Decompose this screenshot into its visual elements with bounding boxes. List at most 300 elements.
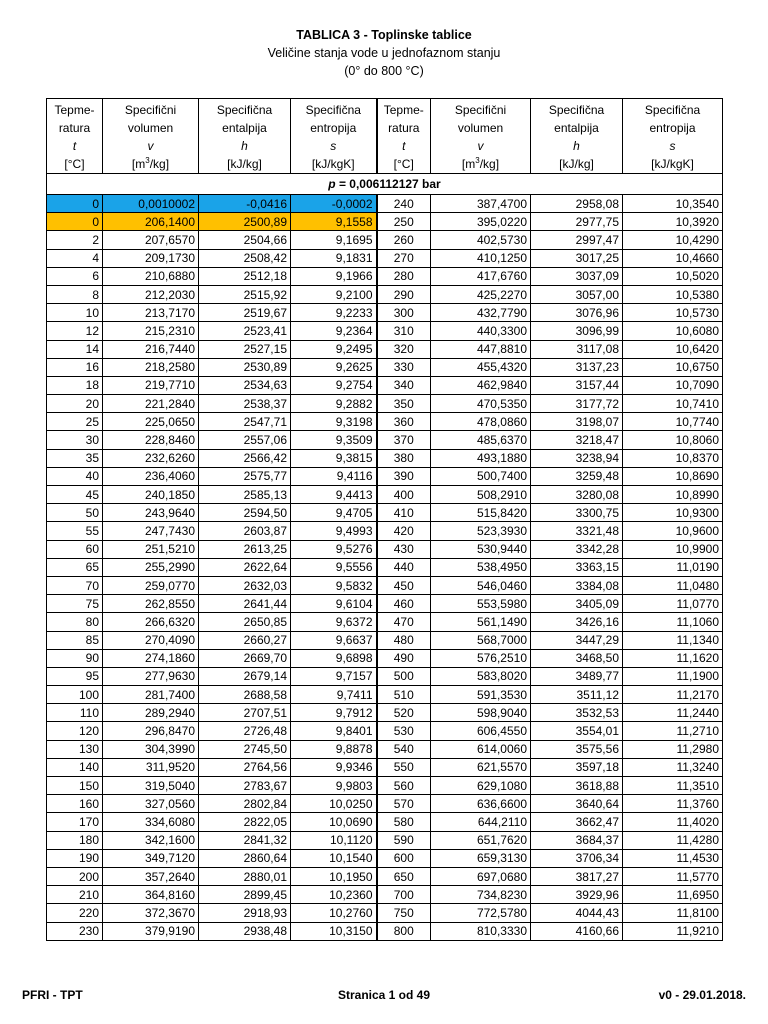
table-cell: 9,2495 xyxy=(291,340,377,358)
table-cell: 700 xyxy=(377,886,431,904)
table-cell: 9,7411 xyxy=(291,686,377,704)
table-cell: 390 xyxy=(377,467,431,485)
table-cell: 10,9300 xyxy=(623,504,723,522)
table-cell: 9,2364 xyxy=(291,322,377,340)
table-cell: 9,2233 xyxy=(291,304,377,322)
table-cell: 425,2270 xyxy=(431,285,531,303)
table-cell: 9,8878 xyxy=(291,740,377,758)
table-cell: 200 xyxy=(47,867,103,885)
table-cell: 478,0860 xyxy=(431,413,531,431)
table-cell: 9,1558 xyxy=(291,213,377,231)
table-row xyxy=(47,449,723,467)
table-cell: 10,5380 xyxy=(623,285,723,303)
table-cell: 10,8690 xyxy=(623,467,723,485)
table-cell: 334,6080 xyxy=(103,813,199,831)
table-cell: 3198,07 xyxy=(531,413,623,431)
table-cell: 11,2170 xyxy=(623,686,723,704)
header-line2: entropija xyxy=(310,121,357,135)
header-line1: Specifična xyxy=(216,103,273,117)
table-cell: 3929,96 xyxy=(531,886,623,904)
table-cell: 11,2440 xyxy=(623,704,723,722)
header-symbol: v xyxy=(147,139,154,153)
table-cell: 340 xyxy=(377,376,431,394)
table-cell: 311,9520 xyxy=(103,758,199,776)
pressure-value: = 0,006112127 bar xyxy=(335,177,441,191)
table-cell: 614,0060 xyxy=(431,740,531,758)
header-symbol: s xyxy=(669,139,676,153)
table-cell: 576,2510 xyxy=(431,649,531,667)
table-subtitle: Veličine stanja vode u jednofaznom stanju xyxy=(267,46,501,60)
table-cell: 10,8060 xyxy=(623,431,723,449)
column-header xyxy=(531,99,623,174)
table-cell: 510 xyxy=(377,686,431,704)
table-cell: 2519,67 xyxy=(199,304,291,322)
footer-left: PFRI - TPT xyxy=(22,988,83,1002)
table-cell: 300 xyxy=(377,304,431,322)
table-cell: 2527,15 xyxy=(199,340,291,358)
column-header xyxy=(199,99,291,174)
table-cell: 10,7090 xyxy=(623,376,723,394)
table-cell: 810,3330 xyxy=(431,922,531,940)
table-cell: 170 xyxy=(47,813,103,831)
header-line1: Specifična xyxy=(305,103,361,117)
table-cell: 207,6570 xyxy=(103,231,199,249)
table-cell: 6 xyxy=(47,267,103,285)
table-cell: 387,4700 xyxy=(431,195,531,213)
pressure-symbol: p xyxy=(328,177,336,191)
table-cell: 2603,87 xyxy=(199,522,291,540)
table-cell: 3597,18 xyxy=(531,758,623,776)
header-line2: entalpija xyxy=(554,121,599,135)
table-cell: 2508,42 xyxy=(199,249,291,267)
table-cell: 11,2710 xyxy=(623,722,723,740)
table-cell: 485,6370 xyxy=(431,431,531,449)
table-cell: 370 xyxy=(377,431,431,449)
header-symbol: t xyxy=(402,139,406,153)
table-cell: 2622,64 xyxy=(199,558,291,576)
table-row xyxy=(47,649,723,667)
table-cell: 410,1250 xyxy=(431,249,531,267)
table-cell: 470 xyxy=(377,613,431,631)
table-cell: 598,9040 xyxy=(431,704,531,722)
table-cell: 651,7620 xyxy=(431,831,531,849)
table-row xyxy=(47,231,723,249)
table-cell: 120 xyxy=(47,722,103,740)
table-cell: 11,4020 xyxy=(623,813,723,831)
table-row xyxy=(47,376,723,394)
table-row xyxy=(47,886,723,904)
table-cell: 3321,48 xyxy=(531,522,623,540)
table-cell: 9,3198 xyxy=(291,413,377,431)
table-cell: 10,4660 xyxy=(623,249,723,267)
table-cell: 3662,47 xyxy=(531,813,623,831)
table-cell: 2566,42 xyxy=(199,449,291,467)
table-cell: 590 xyxy=(377,831,431,849)
header-row xyxy=(47,99,723,174)
table-cell: 10,3920 xyxy=(623,213,723,231)
table-cell: -0,0416 xyxy=(199,195,291,213)
table-cell: 11,4530 xyxy=(623,849,723,867)
header-line2: entalpija xyxy=(222,121,267,135)
table-cell: 2650,85 xyxy=(199,613,291,631)
table-cell: 3384,08 xyxy=(531,576,623,594)
table-cell: 10,2760 xyxy=(291,904,377,922)
header-unit: [°C] xyxy=(393,157,414,171)
table-cell: 10,1120 xyxy=(291,831,377,849)
table-row xyxy=(47,340,723,358)
table-cell: 9,6372 xyxy=(291,613,377,631)
table-cell: 2 xyxy=(47,231,103,249)
table-cell: 11,4280 xyxy=(623,831,723,849)
table-cell: 2918,93 xyxy=(199,904,291,922)
header-unit: $[m^3/kg]$ xyxy=(131,156,170,171)
table-cell: 320 xyxy=(377,340,431,358)
table-cell: 330 xyxy=(377,358,431,376)
table-row xyxy=(47,576,723,594)
table-cell: 327,0560 xyxy=(103,795,199,813)
table-row xyxy=(47,631,723,649)
column-header xyxy=(377,99,431,174)
table-cell: 447,8810 xyxy=(431,340,531,358)
table-cell: 10 xyxy=(47,304,103,322)
table-cell: 357,2640 xyxy=(103,867,199,885)
table-row xyxy=(47,722,723,740)
table-cell: 110 xyxy=(47,704,103,722)
header-line1: Specifični xyxy=(454,103,507,117)
table-cell: 10,7740 xyxy=(623,413,723,431)
table-cell: 3137,23 xyxy=(531,358,623,376)
table-body xyxy=(47,174,723,941)
table-cell: 11,6950 xyxy=(623,886,723,904)
table-cell: 9,6104 xyxy=(291,595,377,613)
table-cell: 550 xyxy=(377,758,431,776)
header-line2: entropija xyxy=(649,121,696,135)
table-cell: 210,6880 xyxy=(103,267,199,285)
table-cell: 553,5980 xyxy=(431,595,531,613)
table-cell: 280 xyxy=(377,267,431,285)
table-cell: 190 xyxy=(47,849,103,867)
table-cell: 11,9210 xyxy=(623,922,723,940)
table-cell: 9,5556 xyxy=(291,558,377,576)
table-cell: 130 xyxy=(47,740,103,758)
table-cell: 10,3150 xyxy=(291,922,377,940)
table-cell: 530,9440 xyxy=(431,540,531,558)
table-cell: 500 xyxy=(377,667,431,685)
table-cell: 490 xyxy=(377,649,431,667)
table-cell: 2557,06 xyxy=(199,431,291,449)
table-cell: 2802,84 xyxy=(199,795,291,813)
table-row xyxy=(47,595,723,613)
table-cell: 2899,45 xyxy=(199,886,291,904)
header-symbol: t xyxy=(72,139,77,153)
footer-page-number: Stranica 1 od 49 xyxy=(337,988,431,1002)
table-cell: 90 xyxy=(47,649,103,667)
table-cell: 2958,08 xyxy=(531,195,623,213)
table-cell: 402,5730 xyxy=(431,231,531,249)
table-cell: 2500,89 xyxy=(199,213,291,231)
table-cell: 629,1080 xyxy=(431,777,531,795)
table-row xyxy=(47,285,723,303)
table-cell: 277,9630 xyxy=(103,667,199,685)
table-row xyxy=(47,395,723,413)
table-cell: 10,1950 xyxy=(291,867,377,885)
table-cell: 210 xyxy=(47,886,103,904)
table-cell: 440,3300 xyxy=(431,322,531,340)
table-cell: 0 xyxy=(47,213,103,231)
table-cell: 2707,51 xyxy=(199,704,291,722)
table-row xyxy=(47,249,723,267)
table-cell: 10,5020 xyxy=(623,267,723,285)
table-cell: 2641,44 xyxy=(199,595,291,613)
table-row xyxy=(47,813,723,831)
table-cell: 4 xyxy=(47,249,103,267)
table-cell: 9,1831 xyxy=(291,249,377,267)
table-cell: 750 xyxy=(377,904,431,922)
table-cell: 400 xyxy=(377,486,431,504)
table-cell: 734,8230 xyxy=(431,886,531,904)
table-row xyxy=(47,667,723,685)
table-cell: 2997,47 xyxy=(531,231,623,249)
table-cell: 230 xyxy=(47,922,103,940)
table-cell: 11,1620 xyxy=(623,649,723,667)
table-cell: 530 xyxy=(377,722,431,740)
table-cell: 800 xyxy=(377,922,431,940)
table-cell: 219,7710 xyxy=(103,376,199,394)
table-cell: 364,8160 xyxy=(103,886,199,904)
table-cell: 410 xyxy=(377,504,431,522)
table-cell: 430 xyxy=(377,540,431,558)
table-cell: 568,7000 xyxy=(431,631,531,649)
table-cell: 11,0190 xyxy=(623,558,723,576)
table-cell: 2523,41 xyxy=(199,322,291,340)
table-cell: 2530,89 xyxy=(199,358,291,376)
table-row xyxy=(47,304,723,322)
header-unit: [°C] xyxy=(64,157,85,171)
table-cell: 243,9640 xyxy=(103,504,199,522)
header-line2: ratura xyxy=(58,121,91,135)
table-cell: 2515,92 xyxy=(199,285,291,303)
table-cell: 583,8020 xyxy=(431,667,531,685)
table-cell: 9,2100 xyxy=(291,285,377,303)
table-row xyxy=(47,867,723,885)
table-row xyxy=(47,904,723,922)
table-cell: 9,1966 xyxy=(291,267,377,285)
table-cell: 9,5276 xyxy=(291,540,377,558)
table-cell: 450 xyxy=(377,576,431,594)
header-symbol: h xyxy=(241,139,248,153)
table-cell: 561,1490 xyxy=(431,613,531,631)
table-cell: 95 xyxy=(47,667,103,685)
table-cell: 240 xyxy=(377,195,431,213)
table-cell: 260 xyxy=(377,231,431,249)
table-cell: 538,4950 xyxy=(431,558,531,576)
table-cell: 3342,28 xyxy=(531,540,623,558)
table-cell: 3037,09 xyxy=(531,267,623,285)
table-cell: 455,4320 xyxy=(431,358,531,376)
table-cell: 11,3760 xyxy=(623,795,723,813)
table-cell: 4160,66 xyxy=(531,922,623,940)
table-cell: 10,6080 xyxy=(623,322,723,340)
table-cell: 11,0770 xyxy=(623,595,723,613)
header-line2: volumen xyxy=(127,121,174,135)
footer-version: v0 - 29.01.2018. xyxy=(658,988,746,1002)
table-cell: 150 xyxy=(47,777,103,795)
temperature-range: (0° do 800 °C) xyxy=(344,64,424,78)
header-line2: ratura xyxy=(388,121,420,135)
pressure-cell xyxy=(47,174,723,195)
table-cell: 493,1880 xyxy=(431,449,531,467)
table-cell: 319,5040 xyxy=(103,777,199,795)
table-cell: 45 xyxy=(47,486,103,504)
table-cell: 2938,48 xyxy=(199,922,291,940)
table-cell: 350 xyxy=(377,395,431,413)
table-row xyxy=(47,267,723,285)
table-cell: 14 xyxy=(47,340,103,358)
table-row xyxy=(47,922,723,940)
table-cell: 220 xyxy=(47,904,103,922)
table-cell: 10,1540 xyxy=(291,849,377,867)
table-cell: 10,2360 xyxy=(291,886,377,904)
table-cell: 9,6898 xyxy=(291,649,377,667)
table-cell: 9,5832 xyxy=(291,576,377,594)
table-cell: 462,9840 xyxy=(431,376,531,394)
table-cell: 218,2580 xyxy=(103,358,199,376)
table-cell: 3096,99 xyxy=(531,322,623,340)
table-cell: 10,8990 xyxy=(623,486,723,504)
table-cell: 697,0680 xyxy=(431,867,531,885)
table-cell: 600 xyxy=(377,849,431,867)
header-unit: [kJ/kg] xyxy=(227,157,262,171)
table-cell: 209,1730 xyxy=(103,249,199,267)
table-cell: 2880,01 xyxy=(199,867,291,885)
table-cell: 9,4116 xyxy=(291,467,377,485)
table-cell: 11,2980 xyxy=(623,740,723,758)
table-cell: 281,7400 xyxy=(103,686,199,704)
table-cell: 9,9346 xyxy=(291,758,377,776)
table-cell: 240,1850 xyxy=(103,486,199,504)
table-cell: 10,0250 xyxy=(291,795,377,813)
table-cell: 270 xyxy=(377,249,431,267)
header-line1: Tepme- xyxy=(383,103,424,117)
table-cell: 2594,50 xyxy=(199,504,291,522)
table-cell: 3259,48 xyxy=(531,467,623,485)
table-row xyxy=(47,686,723,704)
table-cell: 259,0770 xyxy=(103,576,199,594)
table-cell: 2860,64 xyxy=(199,849,291,867)
table-cell: 2613,25 xyxy=(199,540,291,558)
table-row xyxy=(47,358,723,376)
table-cell: 3684,37 xyxy=(531,831,623,849)
table-cell: 232,6260 xyxy=(103,449,199,467)
table-cell: 3554,01 xyxy=(531,722,623,740)
table-cell: 12 xyxy=(47,322,103,340)
table-cell: 3405,09 xyxy=(531,595,623,613)
table-cell: 310 xyxy=(377,322,431,340)
table-cell: 379,9190 xyxy=(103,922,199,940)
header-line2: volumen xyxy=(457,121,504,135)
table-cell: 290 xyxy=(377,285,431,303)
column-header xyxy=(623,99,723,174)
table-cell: 570 xyxy=(377,795,431,813)
table-cell: 3238,94 xyxy=(531,449,623,467)
table-cell: 2632,03 xyxy=(199,576,291,594)
column-header xyxy=(431,99,531,174)
table-cell: 0 xyxy=(47,195,103,213)
column-header xyxy=(47,99,103,174)
title-block xyxy=(0,26,768,80)
table-cell: 3468,50 xyxy=(531,649,623,667)
table-cell: 2679,14 xyxy=(199,667,291,685)
table-cell: 3575,56 xyxy=(531,740,623,758)
table-cell: 470,5350 xyxy=(431,395,531,413)
table-cell: 11,0480 xyxy=(623,576,723,594)
table-cell: 2585,13 xyxy=(199,486,291,504)
table-cell: 3640,64 xyxy=(531,795,623,813)
table-cell: 10,8370 xyxy=(623,449,723,467)
header-symbol: s xyxy=(330,139,337,153)
table-row xyxy=(47,322,723,340)
table-cell: 250 xyxy=(377,213,431,231)
table-cell: 247,7430 xyxy=(103,522,199,540)
table-cell: 160 xyxy=(47,795,103,813)
table-cell: 296,8470 xyxy=(103,722,199,740)
table-cell: 3817,27 xyxy=(531,867,623,885)
table-cell: 3076,96 xyxy=(531,304,623,322)
table-cell: 35 xyxy=(47,449,103,467)
table-cell: 10,6750 xyxy=(623,358,723,376)
table-cell: 11,3510 xyxy=(623,777,723,795)
table-row xyxy=(47,431,723,449)
table-cell: 9,6637 xyxy=(291,631,377,649)
table-cell: 2504,66 xyxy=(199,231,291,249)
table-cell: 3511,12 xyxy=(531,686,623,704)
table-cell: 3300,75 xyxy=(531,504,623,522)
header-symbol: h xyxy=(573,139,580,153)
table-cell: 9,9803 xyxy=(291,777,377,795)
table-row xyxy=(47,758,723,776)
steam-properties-table xyxy=(46,98,723,941)
table-cell: 591,3530 xyxy=(431,686,531,704)
table-cell: 659,3130 xyxy=(431,849,531,867)
table-row xyxy=(47,195,723,213)
table-cell: 65 xyxy=(47,558,103,576)
table-cell: 432,7790 xyxy=(431,304,531,322)
table-cell: 9,8401 xyxy=(291,722,377,740)
table-cell: 11,8100 xyxy=(623,904,723,922)
table-cell: 55 xyxy=(47,522,103,540)
table-cell: 523,3930 xyxy=(431,522,531,540)
table-cell: 75 xyxy=(47,595,103,613)
table-cell: 9,2625 xyxy=(291,358,377,376)
table-cell: 3532,53 xyxy=(531,704,623,722)
table-row xyxy=(47,558,723,576)
table-cell: 2822,05 xyxy=(199,813,291,831)
table-cell: 2726,48 xyxy=(199,722,291,740)
table-cell: 349,7120 xyxy=(103,849,199,867)
table-cell: 9,1695 xyxy=(291,231,377,249)
column-header xyxy=(103,99,199,174)
table-cell: 772,5780 xyxy=(431,904,531,922)
table-cell: 10,0690 xyxy=(291,813,377,831)
table-row xyxy=(47,777,723,795)
table-cell: 2534,63 xyxy=(199,376,291,394)
table-cell: 480 xyxy=(377,631,431,649)
table-cell: 420 xyxy=(377,522,431,540)
table-cell: 9,4413 xyxy=(291,486,377,504)
column-header xyxy=(291,99,377,174)
table-cell: 9,2754 xyxy=(291,376,377,394)
table-cell: 304,3990 xyxy=(103,740,199,758)
